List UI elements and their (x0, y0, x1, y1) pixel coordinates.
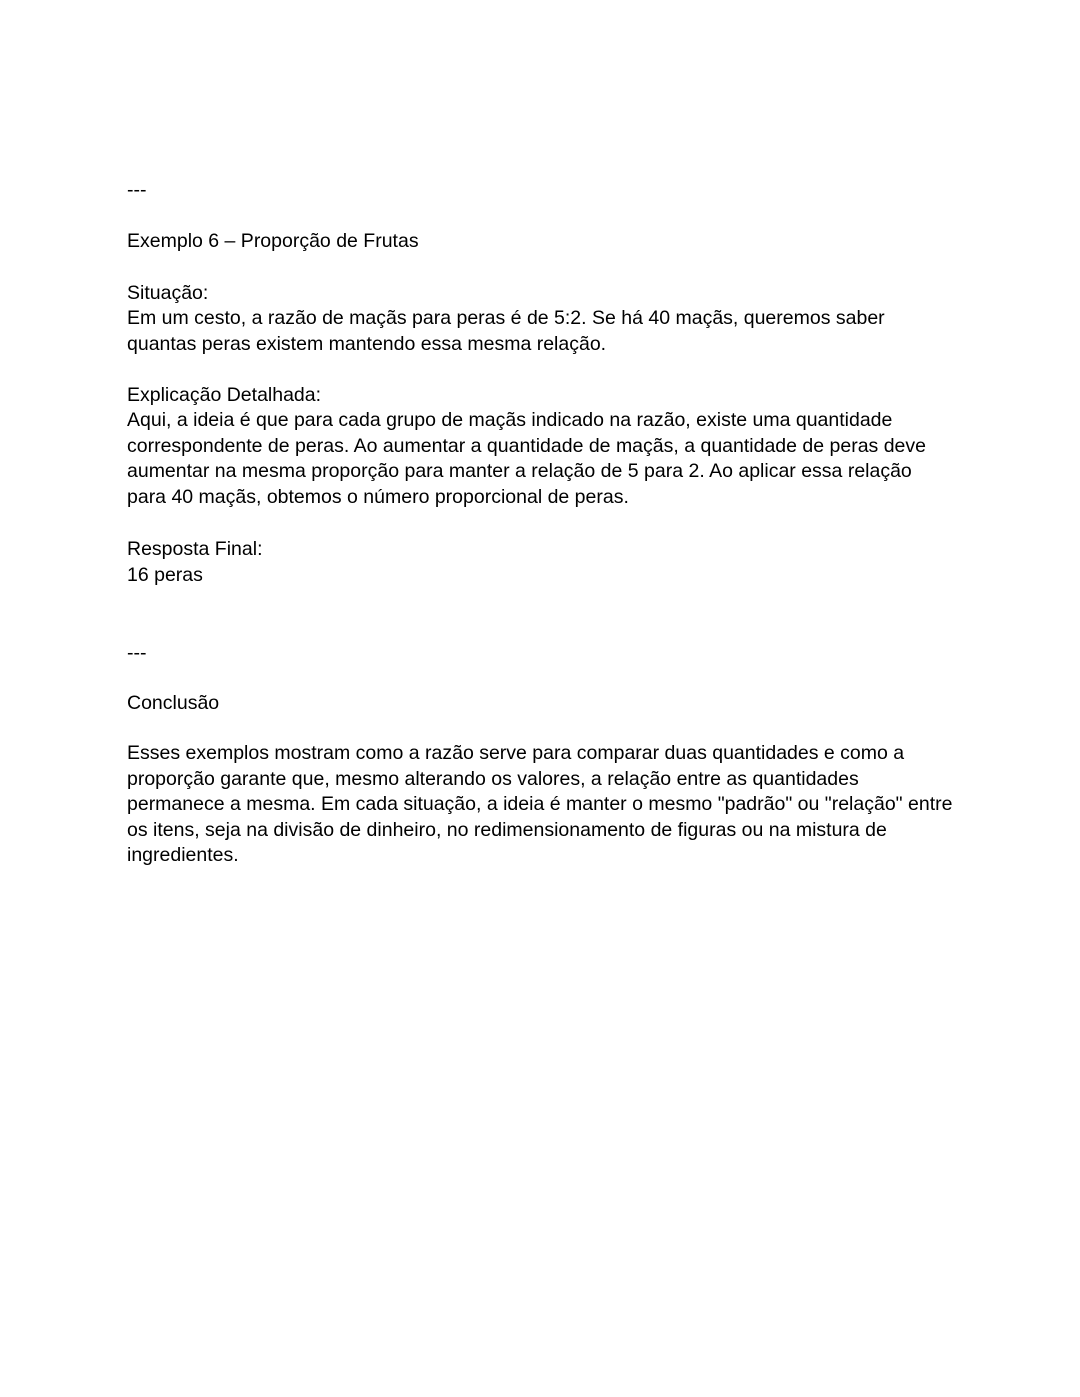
explanation-text (127, 408, 957, 510)
conclusion-line: Esses exemplos mostram como a razão serve para comparar duas quantidades e como a (127, 742, 905, 764)
situation-text (127, 306, 957, 357)
conclusion-line: ingredientes. (127, 844, 239, 867)
answer-value: 16 peras (127, 564, 203, 586)
separator-top: --- (127, 179, 147, 201)
answer-label: Resposta Final: (127, 538, 263, 560)
conclusion-title: Conclusão (127, 692, 220, 714)
conclusion-line: os itens, seja na divisão de dinheiro, no redimensionamento de figuras ou na mistura de (127, 818, 887, 841)
situation-line: Em um cesto, a razão de maçãs para peras é de 5:2. Se há 40 maçãs, queremos saber (127, 307, 885, 329)
separator-bottom: --- (127, 642, 147, 664)
explanation-line: aumentar na mesma proporção para manter a relação de 5 para 2. Ao aplicar essa relação (127, 460, 912, 483)
conclusion-text (127, 741, 957, 869)
explanation-line: correspondente de peras. Ao aumentar a quantidade de maçãs, a quantidade de peras deve (127, 434, 926, 457)
conclusion-line: permanece a mesma. Em cada situação, a ideia é manter o mesmo "padrão" ou "relação" entre (127, 793, 953, 816)
example-title: Exemplo 6 – Proporção de Frutas (127, 230, 419, 252)
explanation-line: Aqui, a ideia é que para cada grupo de maçãs indicado na razão, existe uma quantidade (127, 409, 893, 431)
explanation-label: Explicação Detalhada: (127, 384, 322, 406)
explanation-line: para 40 maçãs, obtemos o número proporcional de peras. (127, 485, 629, 508)
situation-line: quantas peras existem mantendo essa mesma relação. (127, 332, 607, 355)
situation-label: Situação: (127, 282, 209, 304)
conclusion-line: proporção garante que, mesmo alterando os valores, a relação entre as quantidades (127, 767, 859, 790)
